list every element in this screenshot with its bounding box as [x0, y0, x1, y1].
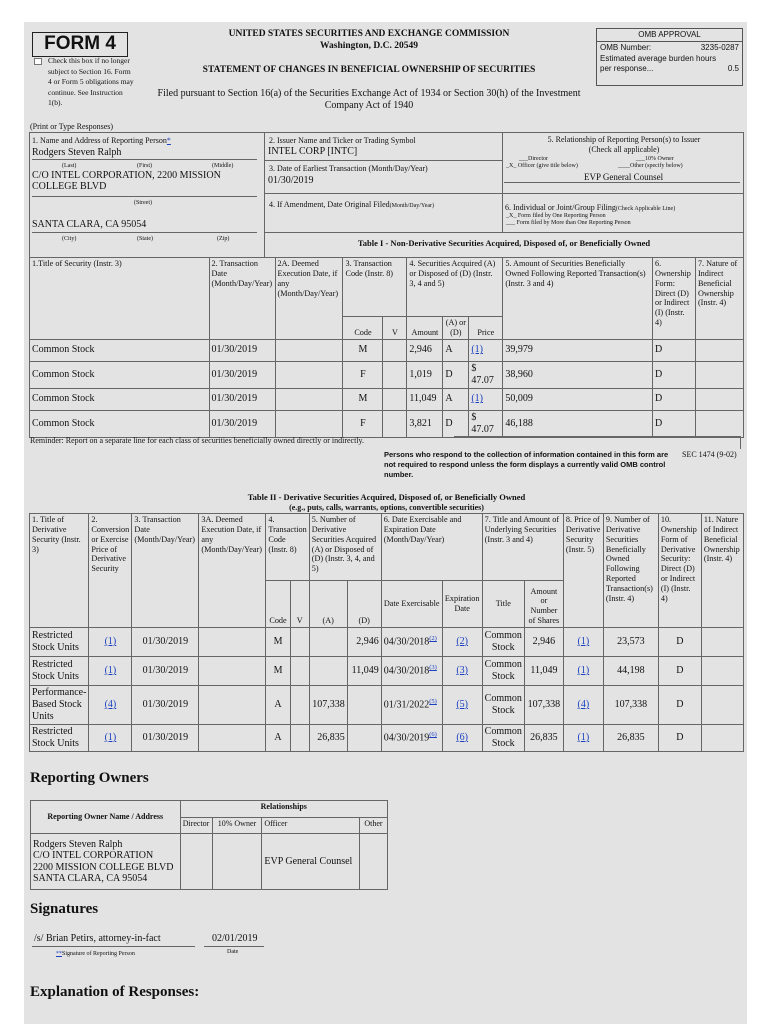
t1-cell-form: D [652, 361, 695, 388]
t1-cell-price [469, 339, 503, 361]
t2-header-owned: 9. Number of Derivative Securities Beneficially Owned Following Reported Transaction(s) (Instr. 4) [603, 514, 658, 628]
t2-header-price: 8. Price of Derivative Security (Instr. 5) [563, 514, 603, 628]
t2-cell-ua: 26,835 [524, 725, 563, 752]
t2-cell-title: Performance-Based Stock Units [30, 686, 89, 725]
earliest-transaction-date: 01/30/2019 [268, 175, 314, 186]
t2-cell-owned: 44,198 [603, 657, 658, 686]
t2-cell-ut: Common Stock [482, 657, 524, 686]
t2-cell-exer: 04/30/2019$^{(6)}$ [381, 725, 442, 752]
t2-cell-a [309, 657, 347, 686]
table1-non-derivative [29, 257, 744, 438]
table1-row [30, 339, 744, 361]
t2-cell-title: Restricted Stock Units [30, 628, 89, 657]
t2-cell-date: 01/30/2019 [132, 725, 199, 752]
t1-cell-amount: 1,019 [407, 361, 443, 388]
t2-expiration: Expiration Date [442, 581, 482, 628]
t1-cell-form: D [652, 410, 695, 437]
t1-cell-date: 01/30/2019 [209, 361, 275, 388]
t1-header-title: 1.Title of Security (Instr. 3) [30, 258, 210, 340]
t2-header-deemed: 3A. Deemed Execution Date, if any (Month/Day/Year) [199, 514, 266, 628]
t2-cell-price [563, 628, 603, 657]
city-state-zip: SANTA CLARA, CA 95054 [32, 219, 147, 230]
t1-cell-owned: 38,960 [503, 361, 653, 388]
t2-cell-owned: 26,835 [603, 725, 658, 752]
t2-exercisable: Date Exercisable [381, 581, 442, 628]
box2-label: 2. Issuer Name and Ticker or Trading Symbol [269, 136, 416, 145]
signatures-heading: Signatures [30, 901, 99, 917]
ten-percent-owner-option[interactable]: ___10% Owner [636, 156, 674, 162]
t2-cell-code: A [266, 686, 290, 725]
owner-name-address: Rodgers Steven Ralph C/O INTEL CORPORATION 2200 MISSION COLLEGE BLVD SANTA CLARA, CA 95054 [31, 834, 181, 890]
t2-cell-price [563, 686, 603, 725]
t2-cell-form: D [658, 725, 701, 752]
t1-cell-price: $ 47.07 [469, 410, 503, 437]
t1-header-code: 3. Transaction Code (Instr. 8) [343, 258, 407, 317]
box4-label: 4. If Amendment, Date Original Filed(Month/Day/Year) [269, 200, 435, 209]
t2-cell-exp [442, 725, 482, 752]
t2-cell-a: 26,835 [309, 725, 347, 752]
t1-header-acquired: 4. Securities Acquired (A) or Disposed of (D) (Instr. 3, 4 and 5) [407, 258, 503, 317]
table2-row [30, 657, 744, 686]
t2-cell-date: 01/30/2019 [132, 686, 199, 725]
footnote-link[interactable]: (1) [577, 665, 590, 676]
t2-header-date: 3. Transaction Date (Month/Day/Year) [132, 514, 199, 628]
t1-header-date: 2. Transaction Date (Month/Day/Year) [209, 258, 275, 340]
director-option[interactable]: ___Director [519, 156, 548, 162]
t2-cell-exer: 01/31/2022$^{(5)}$ [381, 686, 442, 725]
t1-cell-owned: 39,979 [503, 339, 653, 361]
reminder: Reminder: Report on a separate line for each class of securities beneficially owned directly or indirectly. [30, 436, 365, 445]
date-label: Date [227, 949, 239, 955]
t2-cell-code: M [266, 628, 290, 657]
table2-subtitle: (e.g., puts, calls, warrants, options, convertible securities) [289, 503, 484, 512]
box6-label: 6. Individual or Joint/Group Filing(Check Applicable Line) [505, 203, 676, 212]
table2-derivative [29, 513, 744, 752]
omb-burden-label: Estimated average burden hours per response... [600, 54, 717, 73]
footnote-link[interactable]: (6) [456, 732, 469, 743]
signature-value: /s/ Brian Petirs, attorney-in-fact [34, 933, 161, 944]
t1-price: Price [469, 317, 503, 340]
t2-amount-shares: Amount or Number of Shares [524, 581, 563, 628]
t2-cell-form: D [658, 657, 701, 686]
t1-cell-code: M [343, 339, 383, 361]
table2-row [30, 628, 744, 657]
box1-label: 1. Name and Address of Reporting Person* [32, 136, 171, 145]
t1-cell-title: Common Stock [30, 339, 210, 361]
agency-location: Washington, D.C. 20549 [320, 41, 418, 51]
t1-cell-code: F [343, 361, 383, 388]
t2-header-conversion: 2. Conversion or Exercise Price of Derivative Security [89, 514, 132, 628]
form-title: FORM 4 [32, 32, 128, 57]
t2-cell-exp [442, 686, 482, 725]
t2-cell-ut: Common Stock [482, 686, 524, 725]
footnote-link[interactable]: (6) [429, 731, 437, 739]
t2-cell-d [347, 725, 381, 752]
t1-cell-form: D [652, 388, 695, 410]
t2-cell-price [563, 657, 603, 686]
t2-cell-exer: 04/30/2018$^{(3)}$ [381, 657, 442, 686]
footnote-link[interactable]: (1) [104, 732, 117, 743]
t2-header-title: 1. Title of Derivative Security (Instr. 3) [30, 514, 89, 628]
footnote-link[interactable]: (5) [429, 698, 437, 706]
street-address: C/O INTEL CORPORATION, 2200 MISSION COLLEGE BLVD [32, 170, 221, 192]
t1-header-form: 6. Ownership Form: Direct (D) or Indirect (I) (Instr. 4) [652, 258, 695, 340]
t1-cell-amount: 3,821 [407, 410, 443, 437]
t1-cell-ad: A [443, 388, 469, 410]
t2-cell-ua: 107,338 [524, 686, 563, 725]
t1-amount: Amount [407, 317, 443, 340]
t2-cell-price [563, 725, 603, 752]
t1-cell-date: 01/30/2019 [209, 388, 275, 410]
rel-director: Director [180, 818, 212, 834]
no-longer-subject-checkbox[interactable] [34, 58, 42, 65]
t2-cell-exp [442, 657, 482, 686]
t2-header-number: 5. Number of Derivative Securities Acquired (A) or Disposed of (D) (Instr. 3, 4, and 5) [309, 514, 381, 581]
filing-option-one[interactable]: _X_ Form filed by One Reporting Person [506, 213, 606, 219]
t2-cell-ut: Common Stock [482, 725, 524, 752]
footnote-link[interactable]: (1) [104, 665, 117, 676]
last-label: (Last) [62, 163, 77, 169]
footnote-link[interactable]: (1) [577, 636, 590, 647]
t2-a: (A) [309, 581, 347, 628]
t2-cell-conv [89, 657, 132, 686]
rel-other: Other [359, 818, 387, 834]
first-label: (First) [137, 163, 152, 169]
t1-code: Code [343, 317, 383, 340]
t1-cell-code: F [343, 410, 383, 437]
table1-row [30, 410, 744, 437]
t1-cell-title: Common Stock [30, 361, 210, 388]
t2-cell-conv [89, 725, 132, 752]
omb-approval-box [596, 28, 743, 86]
city-label: (City) [62, 236, 77, 242]
footnote-link[interactable]: (4) [577, 699, 590, 710]
t1-header-nature: 7. Nature of Indirect Beneficial Ownership (Instr. 4) [695, 258, 743, 340]
t1-header-deemed: 2A. Deemed Execution Date, if any (Month/Day/Year) [275, 258, 343, 340]
t2-cell-d [347, 686, 381, 725]
middle-label: (Middle) [212, 163, 234, 169]
zip-label: (Zip) [217, 236, 230, 242]
print-note: (Print or Type Responses) [30, 122, 114, 131]
t1-cell-title: Common Stock [30, 388, 210, 410]
box5-label: 5. Relationship of Reporting Person(s) to Issuer (Check all applicable) [547, 135, 701, 154]
t2-cell-title: Restricted Stock Units [30, 725, 89, 752]
t2-cell-a: 107,338 [309, 686, 347, 725]
t2-d: (D) [347, 581, 381, 628]
t1-v: V [383, 317, 407, 340]
t2-cell-code: M [266, 657, 290, 686]
signature-label: **Signature of Reporting Person [56, 951, 135, 957]
rel-officer: Officer [262, 818, 360, 834]
t2-cell-ua: 11,049 [524, 657, 563, 686]
reporting-owners-table [30, 800, 388, 890]
reporting-person-name: Rodgers Steven Ralph [32, 147, 122, 158]
footnote-link[interactable]: (2) [456, 636, 469, 647]
state-label: (State) [137, 236, 153, 242]
footnote-link[interactable]: (2) [429, 635, 437, 643]
t2-cell-form: D [658, 686, 701, 725]
statement-title: STATEMENT OF CHANGES IN BENEFICIAL OWNERSHIP OF SECURITIES [202, 65, 536, 75]
omb-burden: 0.5 [727, 64, 739, 73]
owner-name-header: Reporting Owner Name / Address [31, 801, 181, 834]
t2-cell-exer: 04/30/2018$^{(2)}$ [381, 628, 442, 657]
footnote-link[interactable]: (3) [456, 665, 469, 676]
t2-cell-exp [442, 628, 482, 657]
t2-header-form: 10. Ownership Form of Derivative Security: Direct (D) or Indirect (I) (Instr. 4) [658, 514, 701, 628]
officer-option[interactable]: _X_ Officer (give title below) [506, 163, 578, 169]
t2-cell-d: 11,049 [347, 657, 381, 686]
t2-cell-title: Restricted Stock Units [30, 657, 89, 686]
t2-underlying-title: Title [482, 581, 524, 628]
footnote-link[interactable]: (3) [429, 664, 437, 672]
table1-title: Table I - Non-Derivative Securities Acquired, Disposed of, or Beneficially Owned [357, 238, 651, 248]
officer-title: EVP General Counsel [584, 172, 664, 182]
t2-header-underlying: 7. Title and Amount of Underlying Securities (Instr. 3 and 4) [482, 514, 563, 581]
explanation-heading: Explanation of Responses: [30, 984, 200, 1000]
t2-cell-code: A [266, 725, 290, 752]
footnote-link[interactable]: (1) [577, 732, 590, 743]
t2-cell-date: 01/30/2019 [132, 657, 199, 686]
other-option[interactable]: ____Other (specify below) [618, 163, 683, 169]
footnote-link[interactable]: (4) [104, 699, 117, 710]
t2-header-code: 4. Transaction Code (Instr. 8) [266, 514, 309, 581]
reporting-owners-heading: Reporting Owners [30, 770, 149, 786]
footnote-link[interactable]: (1) [471, 393, 484, 405]
owner-officer-title: EVP General Counsel [262, 834, 360, 890]
t2-cell-conv [89, 628, 132, 657]
issuer-name: INTEL CORP [INTC] [268, 146, 358, 157]
t2-cell-form: D [658, 628, 701, 657]
table1-row [30, 361, 744, 388]
t1-cell-amount: 2,946 [407, 339, 443, 361]
agency-name: UNITED STATES SECURITIES AND EXCHANGE COMMISSION [228, 29, 510, 39]
sec-code: SEC 1474 (9-02) [682, 450, 737, 459]
box3-label: 3. Date of Earliest Transaction (Month/Day/Year) [269, 164, 428, 173]
t1-cell-amount: 11,049 [407, 388, 443, 410]
t2-cell-owned: 107,338 [603, 686, 658, 725]
persons-note: Persons who respond to the collection of information contained in this form are not required to respond unless the form displays a currently valid OMB control number. [384, 450, 669, 479]
t1-cell-code: M [343, 388, 383, 410]
street-label: (Street) [134, 200, 152, 206]
t2-cell-d: 2,946 [347, 628, 381, 657]
t1-cell-ad: D [443, 410, 469, 437]
t1-cell-price: $ 47.07 [469, 361, 503, 388]
table2-row [30, 686, 744, 725]
form-page [24, 22, 747, 1024]
filed-pursuant: Filed pursuant to Section 16(a) of the Securities Exchange Act of 1934 or Section 30(h) of the Investment Company Act of 1940 [157, 88, 581, 111]
t1-cell-date: 01/30/2019 [209, 339, 275, 361]
rel-owner: 10% Owner [212, 818, 262, 834]
t2-header-exercisable: 6. Date Exercisable and Expiration Date (Month/Day/Year) [381, 514, 482, 581]
t1-cell-form: D [652, 339, 695, 361]
relationships-header: Relationships [180, 801, 387, 818]
t2-cell-a [309, 628, 347, 657]
omb-title: OMB APPROVAL [597, 29, 742, 42]
t1-aord: (A) or (D) [443, 317, 469, 340]
t2-code: Code [266, 581, 290, 628]
t1-cell-ad: D [443, 361, 469, 388]
t1-header-owned: 5. Amount of Securities Beneficially Owned Following Reported Transaction(s) (Instr. 3 and 4) [503, 258, 653, 340]
t1-cell-date: 01/30/2019 [209, 410, 275, 437]
t2-cell-date: 01/30/2019 [132, 628, 199, 657]
t2-cell-ut: Common Stock [482, 628, 524, 657]
footnote-link[interactable]: (1) [471, 344, 484, 356]
t2-header-nature: 11. Nature of Indirect Beneficial Ownership (Instr. 4) [701, 514, 743, 628]
footnote-link[interactable]: (1) [104, 636, 117, 647]
t2-cell-owned: 23,573 [603, 628, 658, 657]
filing-option-multi[interactable]: ___ Form filed by More than One Reporting Person [506, 220, 631, 226]
omb-number-label: OMB Number: [600, 43, 652, 52]
t1-cell-owned: 46,188 [503, 410, 653, 437]
footnote-link[interactable]: (5) [456, 699, 469, 710]
omb-number: 3235-0287 [700, 43, 739, 52]
t1-cell-price [469, 388, 503, 410]
t2-cell-ua: 2,946 [524, 628, 563, 657]
t1-cell-ad: A [443, 339, 469, 361]
t2-cell-conv [89, 686, 132, 725]
t2-v: V [290, 581, 309, 628]
table2-title: Table II - Derivative Securities Acquired, Disposed of, or Beneficially Owned [247, 492, 526, 502]
checkbox-text: Check this box if no longer subject to Section 16. Form 4 or Form 5 obligations may continue. See Instruction 1(b). [48, 56, 134, 107]
t1-cell-title: Common Stock [30, 410, 210, 437]
t1-cell-owned: 50,009 [503, 388, 653, 410]
signature-date: 02/01/2019 [212, 933, 258, 944]
table1-row [30, 388, 744, 410]
table2-row [30, 725, 744, 752]
